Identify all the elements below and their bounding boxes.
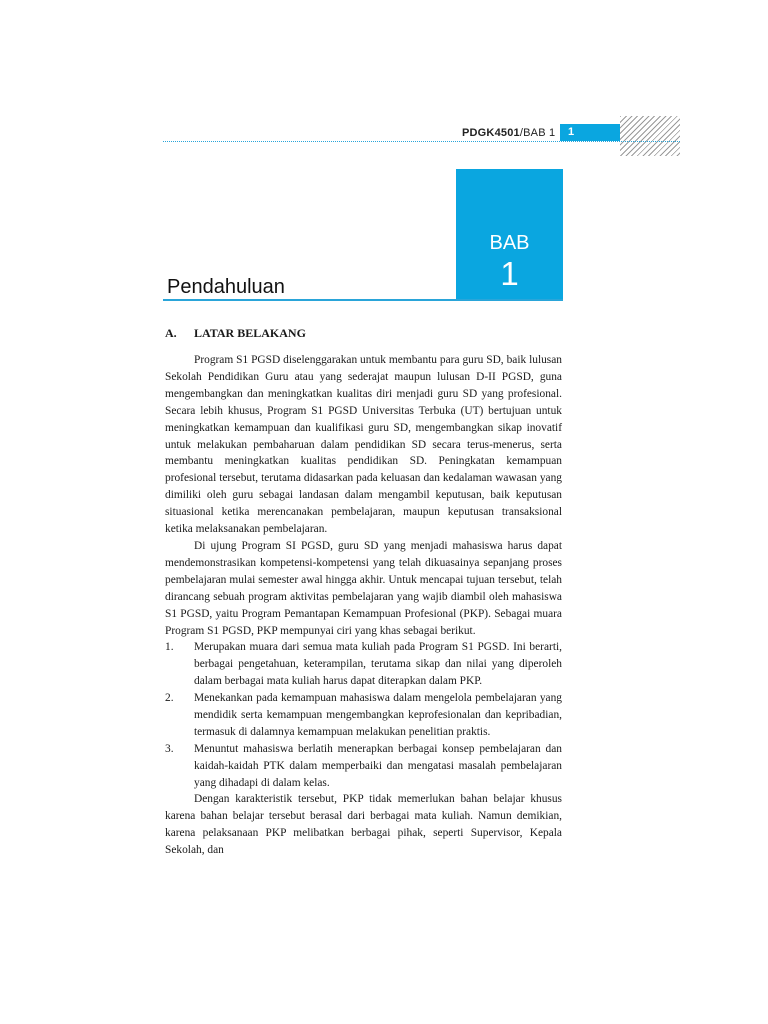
body-text-continued: [165, 791, 562, 859]
list-number: 2.: [165, 692, 174, 705]
course-code: PDGK4501: [462, 127, 520, 139]
chapter-ref: /BAB 1: [519, 127, 556, 139]
chapter-badge: [456, 169, 563, 300]
list-text: Merupakan muara dari semua mata kuliah pada Program S1 PGSD. Ini berarti, berbagai pengetahuan, keterampilan, terutama sikap dan nilai yang diperoleh dalam berbagai mata kuliah harus dapat diterapkan dalam PKP.: [194, 641, 562, 688]
chapter-title: Pendahuluan: [167, 276, 285, 298]
section-letter: A.: [165, 326, 177, 340]
chapter-label: BAB: [489, 232, 530, 254]
list-number: 1.: [165, 641, 174, 654]
list-number: 3.: [165, 742, 174, 755]
list-item: [165, 690, 562, 741]
title-underline: [163, 299, 563, 301]
section-title: LATAR BELAKANG: [194, 326, 306, 340]
body-text: [165, 352, 562, 792]
chapter-number: 1: [500, 255, 519, 292]
decorative-hatch: [620, 116, 680, 156]
list-item: [165, 639, 562, 690]
running-header: [462, 127, 555, 139]
page-number: 1: [560, 124, 620, 141]
header-divider: [163, 141, 680, 142]
numbered-list: [165, 639, 562, 791]
paragraph: Dengan karakteristik tersebut, PKP tidak memerlukan bahan belajar khusus karena bahan belajar tersebut berasal dari berbagai mata kuliah. Namun demikian, karena pelaksanaan PKP melibatkan berbagai pihak, seperti Supervisor, Kepala Sekolah, dan: [165, 793, 562, 856]
section-heading: [165, 326, 306, 341]
paragraph: Program S1 PGSD diselenggarakan untuk membantu para guru SD, baik lulusan Sekolah Pendidikan Guru atau yang sederajat maupun lulusan D-II PGSD, guna mengembangkan dan meningkatkan kualitas diri menjadi guru SD yang profesional. Secara lebih khusus, Program S1 PGSD Universitas Terbuka (UT) bertujuan untuk meningkatkan kemampuan dan kualifikasi guru SD, mengembangkan sikap inovatif untuk melakukan pembaharuan dalam pendidikan SD secara terus-menerus, serta membantu meningkatkan kualitas pendidikan SD. Peningkatan kemampuan profesional tersebut, terutama didasarkan pada keluasan dan kedalaman wawasan yang dimiliki oleh guru sebagai landasan dalam mengambil keputusan, baik keputusan situasional ketika merencanakan pembelajaran, maupun keputusan transaksional ketika melaksanakan pembelajaran.: [165, 354, 562, 536]
paragraph: Di ujung Program SI PGSD, guru SD yang menjadi mahasiswa harus dapat mendemonstrasikan kompetensi-kompetensi yang telah dikuasainya sepanjang proses pembelajaran mulai semester awal hingga akhir. Untuk mencapai tujuan tersebut, telah dirancang sebuah program aktivitas pembelajaran yang wajib diambil oleh mahasiswa S1 PGSD, yaitu Program Pemantapan Kemampuan Profesional (PKP). Sebagai muara Program S1 PGSD, PKP mempunyai ciri yang khas sebagai berikut.: [165, 539, 562, 637]
list-item: [165, 741, 562, 792]
list-text: Menuntut mahasiswa berlatih menerapkan berbagai konsep pembelajaran dan kaidah-kaidah PTK dalam memperbaiki dan mengatasi masalah pembelajaran yang dihadapi di dalam kelas.: [194, 742, 562, 789]
list-text: Menekankan pada kemampuan mahasiswa dalam mengelola pembelajaran yang mendidik serta kemampuan mengembangkan keprofesionalan dan kepribadian, termasuk di dalamnya kemampuan melakukan penelitian praktis.: [194, 692, 562, 738]
